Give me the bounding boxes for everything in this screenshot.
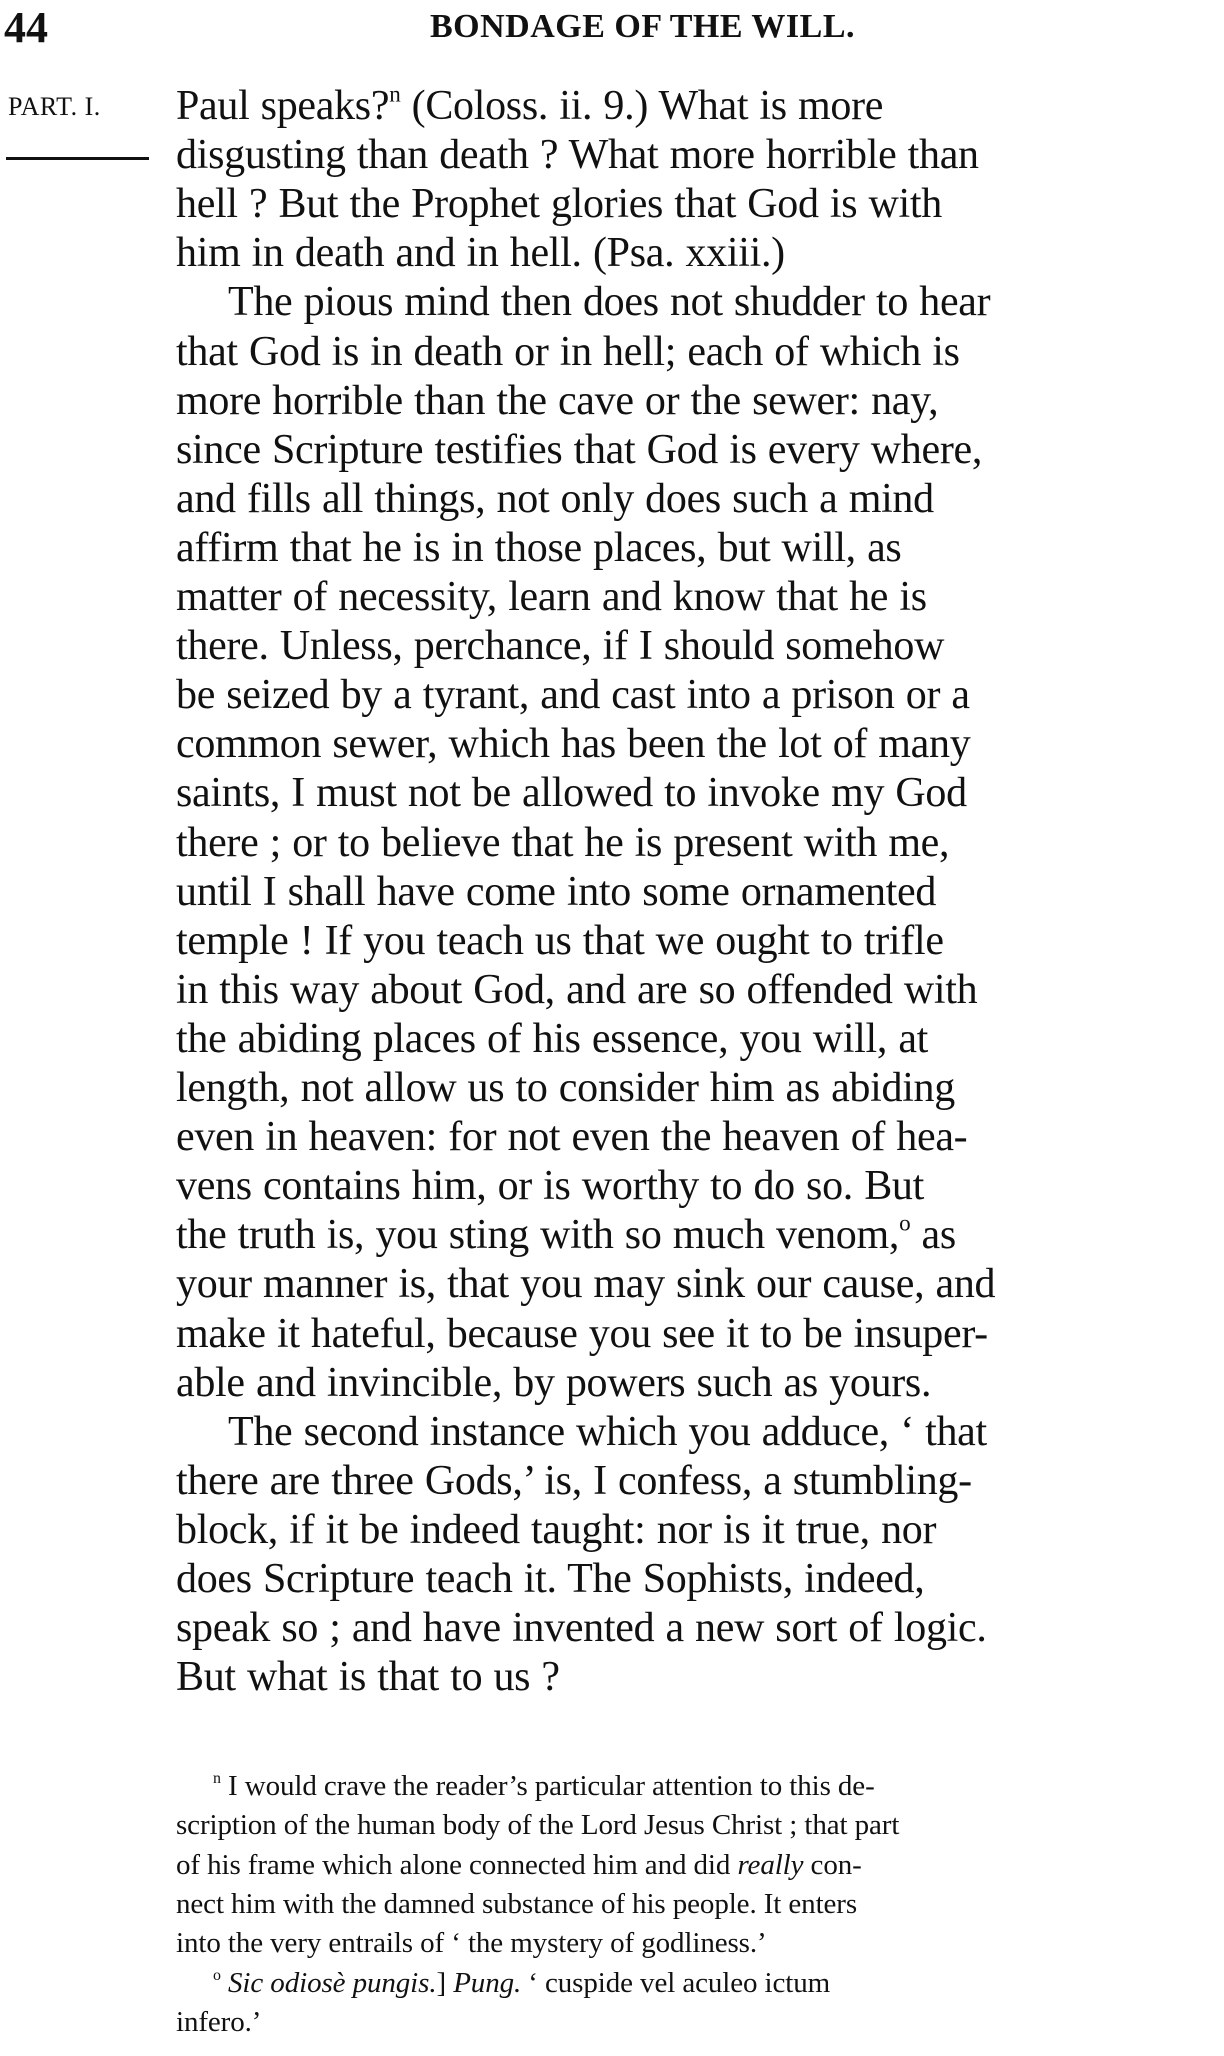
body-line [176, 720, 1206, 769]
text-segment: into the very entrails of ‘ the mystery of godliness.’ [176, 1927, 767, 1960]
body-line [176, 1604, 1206, 1653]
footnote-line [176, 1806, 1206, 1845]
margin-note-part: PART. I. [8, 92, 101, 121]
text-segment: since Scripture testifies that God is every where, [176, 426, 983, 473]
text-segment: that God is in death or in hell; each of which is [176, 328, 960, 375]
text-segment: scription of the human body of the Lord Jesus Christ ; that part [176, 1809, 900, 1842]
text-segment: matter of necessity, learn and know that he is [176, 574, 927, 620]
text-segment: con- [803, 1848, 862, 1881]
body-line [176, 868, 1206, 917]
text-segment: hell ? But the Prophet glories that God is with [176, 181, 942, 228]
footnote-line [176, 1924, 1206, 1963]
body-line [176, 769, 1206, 818]
text-segment: (Coloss. ii. 9.) What is more [400, 83, 884, 129]
body-line [176, 1506, 1206, 1555]
text-segment: Paul speaks? [176, 83, 390, 129]
text-segment: the truth is, you sting with so much venom, [176, 1212, 900, 1259]
text-segment: until I shall have come into some ornamented [176, 868, 937, 915]
text-segment: there ; or to believe that he is present with me, [176, 819, 950, 866]
text-segment: as [910, 1212, 956, 1259]
text-segment: does Scripture teach it. The Sophists, indeed, [176, 1556, 925, 1602]
footnote-line [213, 1767, 1206, 1806]
text-segment: your manner is, that you may sink our cause, and [176, 1261, 996, 1308]
body-line [176, 1359, 1206, 1408]
body-line [176, 229, 1206, 278]
text-segment: I would crave the reader’s particular attention to this de- [220, 1770, 875, 1802]
footnote-line [176, 1846, 1206, 1885]
text-segment: able and invincible, by powers such as yours. [176, 1359, 932, 1406]
text-segment: ‘ cuspide vel aculeo ictum [521, 1966, 831, 1999]
body-line [176, 1310, 1206, 1359]
text-segment [221, 1967, 228, 1999]
text-segment: The second instance which you adduce, ‘ that [228, 1408, 987, 1455]
body-line [176, 82, 1206, 131]
body-line [176, 1162, 1206, 1211]
text-segment: infero.’ [176, 2005, 262, 2038]
body-line [176, 622, 1206, 671]
footnote-line [213, 1964, 1206, 2003]
footnote-marker: n [213, 1770, 221, 1788]
text-segment: in this way about God, and are so offended with [176, 966, 978, 1013]
text-segment: him in death and in hell. (Psa. xxiii.) [176, 230, 785, 277]
body-line [176, 131, 1206, 180]
text-segment: the abiding places of his essence, you will, at [176, 1015, 929, 1062]
body-line [176, 917, 1206, 966]
body-line [176, 524, 1206, 573]
text-segment: common sewer, which has been the lot of many [176, 721, 971, 768]
body-line [176, 475, 1206, 524]
text-segment: nect him with the damned substance of his people. It enters [176, 1887, 858, 1920]
body-line [176, 1113, 1206, 1162]
margin-rule-divider [6, 157, 149, 160]
text-segment: and fills all things, not only does such a mind [176, 475, 934, 522]
footnote-line [176, 1885, 1206, 1924]
italic-text: really [737, 1848, 804, 1881]
text-segment: vens contains him, or is worthy to do so. But [176, 1163, 924, 1210]
body-line [176, 328, 1206, 377]
text-segment: more horrible than the cave or the sewer: nay, [176, 377, 939, 424]
running-title: BONDAGE OF THE WILL. [430, 8, 856, 45]
text-segment: affirm that he is in those places, but will, as [176, 524, 902, 571]
text-segment: length, not allow us to consider him as abiding [176, 1065, 955, 1111]
text-segment: make it hateful, because you see it to be insuper- [176, 1310, 988, 1357]
body-line [228, 1408, 1206, 1457]
page-number: 44 [4, 3, 48, 52]
body-line [176, 1015, 1206, 1064]
body-line [176, 966, 1206, 1015]
body-line [176, 1260, 1206, 1309]
body-line [176, 1555, 1206, 1604]
text-segment: even in heaven: for not even the heaven of hea- [176, 1114, 968, 1161]
text-segment: disgusting than death ? What more horrible than [176, 132, 979, 179]
body-line [176, 180, 1206, 229]
footnote-line [176, 2003, 1206, 2042]
body-line [176, 377, 1206, 426]
italic-text: Sic odiosè pungis. [228, 1966, 437, 1999]
text-segment: there are three Gods,’ is, I confess, a stumbling- [176, 1457, 972, 1504]
body-line [176, 671, 1206, 720]
body-line [176, 573, 1206, 622]
text-segment: But what is that to us ? [176, 1654, 560, 1701]
footnote-marker: n [389, 80, 401, 107]
footnote-marker: o [899, 1209, 911, 1236]
text-segment: block, if it be indeed taught: nor is it true, nor [176, 1506, 937, 1553]
body-line [176, 1064, 1206, 1113]
body-line [176, 1457, 1206, 1506]
text-segment: temple ! If you teach us that we ought to trifle [176, 917, 944, 964]
text-segment: ] [436, 1966, 454, 1999]
text-segment: saints, I must not be allowed to invoke my God [176, 770, 967, 817]
body-line [176, 426, 1206, 475]
body-line [176, 819, 1206, 868]
footnote-marker: o [213, 1966, 221, 1984]
italic-text: Pung. [453, 1966, 522, 1999]
body-line [228, 278, 1206, 327]
text-segment: The pious mind then does not shudder to hear [228, 279, 991, 326]
text-segment: there. Unless, perchance, if I should somehow [176, 623, 945, 670]
body-line [176, 1211, 1206, 1260]
text-segment: be seized by a tyrant, and cast into a prison or a [176, 672, 970, 719]
text-segment: speak so ; and have invented a new sort of logic. [176, 1605, 987, 1652]
text-segment: of his frame which alone connected him and did [176, 1848, 738, 1881]
body-line [176, 1653, 1206, 1702]
